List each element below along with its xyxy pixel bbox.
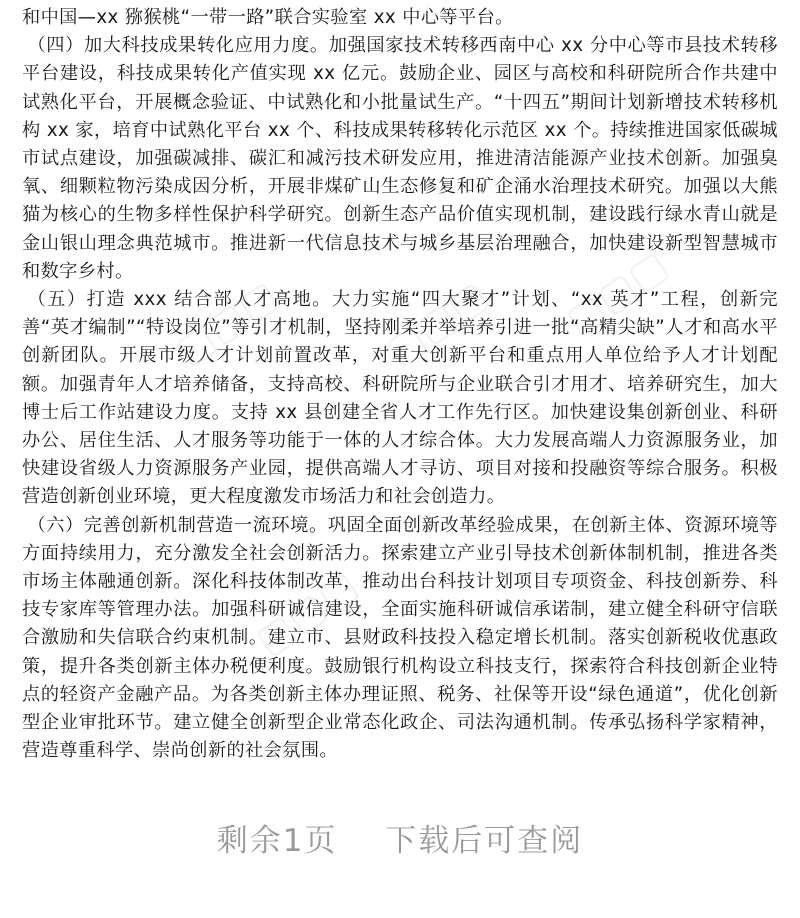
watermark: ▢▢▢ [377, 271, 497, 375]
watermark: ▢▢▢ [247, 561, 367, 665]
paragraph-continuation: 和中国—xx 猕猴桃“一带一路”联合实验室 xx 中心等平台。 [22, 7, 514, 28]
remaining-pages-text: 剩余1页 [216, 823, 338, 859]
download-prompt[interactable] [0, 815, 800, 860]
watermark: ▢▢▢ [167, 271, 287, 375]
paragraph-section-4: （四）加大科技成果转化应用力度。加强国家技术转移西南中心 xx 分中心等市县技术转移平台建设，科技成果转化产值实现 xx 亿元。鼓励企业、园区与高校和科研院所合作共建中试熟化平台，开展概念验证、中试熟化和小批量试生产。“十四五”期间计划新增技术转移机构 xx 家，培育中试熟化平台 xx 个、科技成果转移转化示范区 xx 个。持续推进国家低碳城市试点建设，加强碳减排、碳汇和减污技术研发应用，推进清洁能源产业技术创新。加强臭氧、细颗粒物污染成因分析，开展非煤矿山生态修复和矿企涌水治理技术研究。加强以大熊猫为核心的生物多样性保护科学研究。创新生态产品价值实现机制，建设践行绿水青山就是金山银山理念典范城市。推进新一代信息技术与城乡基层治理融合，加快建设新型智慧城市和数字乡村。 [22, 35, 778, 282]
paragraph-section-5: （五）打造 xxx 结合部人才高地。大力实施“四大聚才”计划、“xx 英才”工程，创新完善“英才编制”“特设岗位”等引才机制，坚持刚柔并举培养引进一批“高精尖缺”人才和高水平创新团队。开展市级人才计划前置改革，对重大创新平台和重点用人单位给予人才计划配额。加强青年人才培养储备，支持高校、科研院所与企业联合引才用才、培养研究生，加大博士后工作站建设力度。支持 xx 县创建全省人才工作先行区。加快建设集创新创业、科研办公、居住生活、人才服务等功能于一体的人才综合体。大力发展高端人力资源服务业，加快建设省级人力资源服务产业园，提供高端人才寻访、项目对接和投融资等综合服务。积极营造创新创业环境，更大程度激发市场活力和社会创造力。 [22, 289, 778, 508]
watermark: ▢▢▢ [557, 241, 677, 345]
document-body [22, 4, 778, 765]
paragraph-section-6: （六）完善创新机制营造一流环境。巩固全面创新改革经验成果，在创新主体、资源环境等方面持续用力，充分激发全社会创新活力。探索建立产业引导技术创新体制机制，推进各类市场主体融通创新。深化科技体制改革，推动出台科技计划项目专项资金、科技创新券、科技专家库等管理办法。加强科研诚信建设，全面实施科研诚信承诺制，建立健全科研守信联合激励和失信联合约束机制。建立市、县财政科技投入稳定增长机制。落实创新税收优惠政策，提升各类创新主体办税便利度。鼓励银行机构设立科技支行，探索符合科技创新企业特点的轻资产金融产品。为各类创新主体办理证照、税务、社保等开设“绿色通道”，优化创新型企业审批环节。建立健全创新型企业常态化政企、司法沟通机制。传承弘扬科学家精神，营造尊重科学、崇尚创新的社会氛围。 [22, 514, 778, 762]
download-to-view-text: 下载后可查阅 [385, 823, 584, 859]
